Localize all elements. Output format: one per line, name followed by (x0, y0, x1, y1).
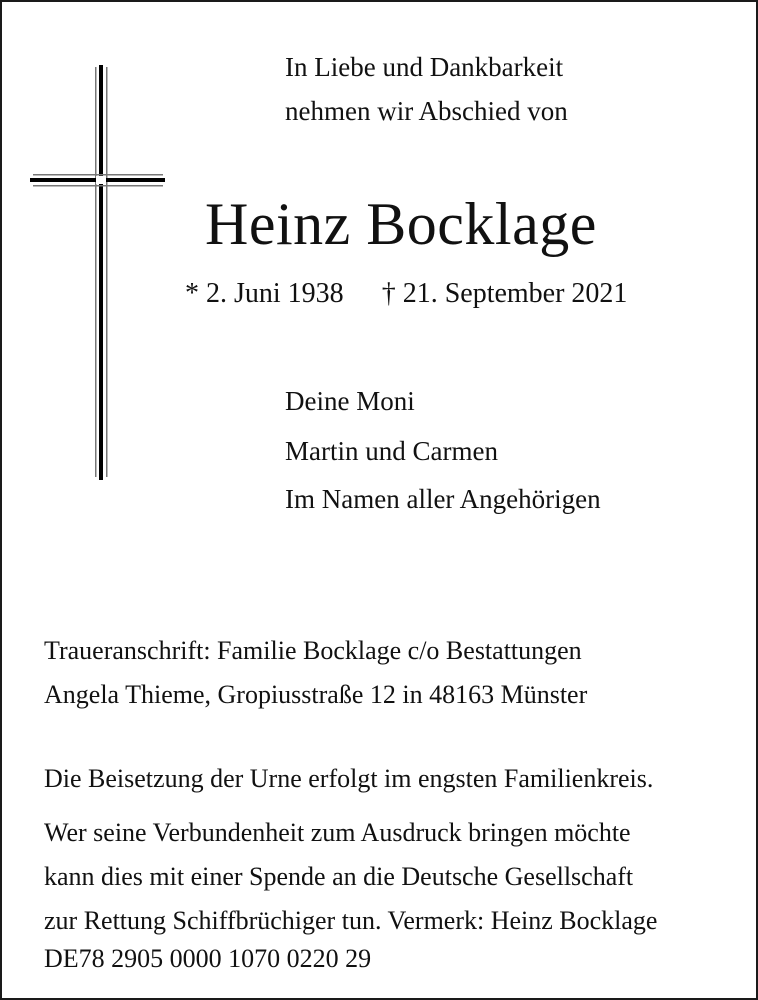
donation-line-3: zur Rettung Schiffbrüchiger tun. Vermerk: Heinz Bocklage (44, 906, 658, 935)
address-line-1: Traueranschrift: Familie Bocklage c/o Bestattungen (44, 636, 582, 665)
donation-line-1: Wer seine Verbundenheit zum Ausdruck bringen möchte (44, 818, 631, 847)
family-line-2: Martin und Carmen (285, 436, 498, 466)
intro-line-2: nehmen wir Abschied von (285, 96, 568, 126)
family-line-1: Deine Moni (285, 386, 415, 416)
family-line-3: Im Namen aller Angehörigen (285, 484, 601, 514)
burial-note: Die Beisetzung der Urne erfolgt im engsten Familienkreis. (44, 764, 654, 793)
cross-icon (30, 60, 165, 485)
deceased-name: Heinz Bocklage (205, 191, 597, 257)
birth-date: * 2. Juni 1938 (185, 278, 344, 309)
intro-line-1: In Liebe und Dankbarkeit (285, 52, 564, 82)
death-date: † 21. September 2021 (381, 278, 628, 309)
life-dates (185, 278, 627, 310)
iban: DE78 2905 0000 1070 0220 29 (44, 944, 372, 973)
address-line-2: Angela Thieme, Gropiusstraße 12 in 48163 Münster (44, 680, 588, 709)
donation-line-2: kann dies mit einer Spende an die Deutsche Gesellschaft (44, 862, 634, 891)
